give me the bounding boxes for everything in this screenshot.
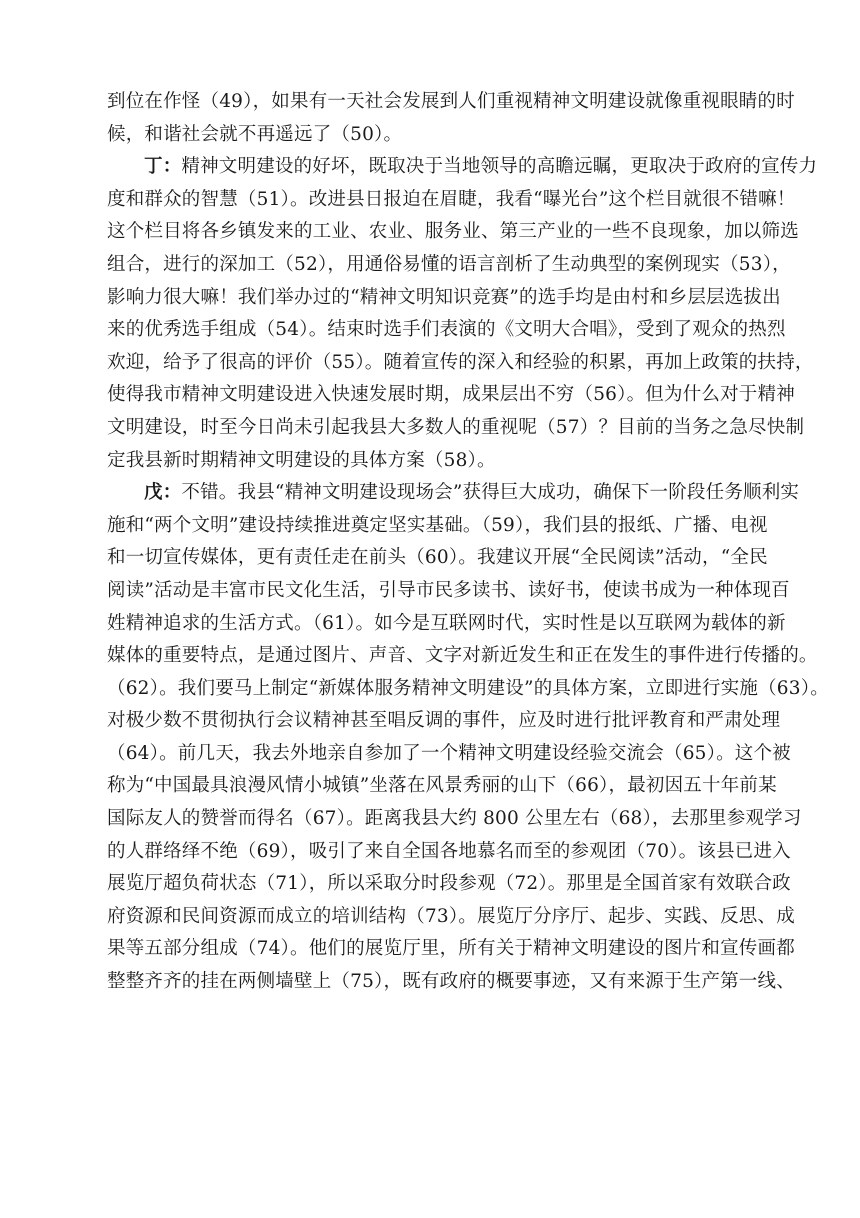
- text-line: [107, 151, 818, 184]
- speaker-label: 丁：: [144, 156, 182, 178]
- text-line: 姓精神追求的生活方式。（61）。如今是互联网时代，实时性是以互联网为载体的新: [107, 612, 786, 634]
- text-span: 不错。我县“精神文明建设现场会”获得巨大成功，确保下一阶段任务顺利实: [181, 482, 800, 504]
- text-line: 欢迎，给予了很高的评价（55）。随着宣传的深入和经验的积累，再加上政策的扶持，: [107, 351, 814, 373]
- text-line: 施和“两个文明”建设持续推进奠定坚实基础。（59），我们县的报纸、广播、电视: [107, 514, 768, 536]
- text-line: 影响力很大嘛！我们举办过的“精神文明知识竞赛”的选手均是由村和乡层层选拔出: [107, 286, 781, 308]
- text-line: 和一切宣传媒体，更有责任走在前头（60）。我建议开展“全民阅读”活动，“全民: [107, 547, 768, 569]
- text-line: 组合，进行的深加工（52），用通俗易懂的语言剖析了生动典型的案例现实（53），: [107, 253, 791, 275]
- text-line: 称为“中国最具浪漫风情小城镇”坐落在风景秀丽的山下（66），最初因五十年前某: [107, 775, 777, 797]
- text-line: 候，和谐社会就不再遥远了（50）。: [107, 123, 403, 145]
- text-line: 展览厅超负荷状态（71），所以采取分时段参观（72）。那里是全国首家有效联合政: [107, 873, 791, 895]
- text-line: 这个栏目将各乡镇发来的工业、农业、服务业、第三产业的一些不良现象，加以筛选: [107, 221, 799, 243]
- text-line: 来的优秀选手组成（54）。结束时选手们表演的《文明大合唱》，受到了观众的热烈: [107, 319, 786, 341]
- paragraph-wu: [107, 477, 829, 999]
- text-line: 到位在作怪（49），如果有一天社会发展到人们重视精神文明建设就像重视眼睛的时: [107, 91, 795, 112]
- text-line: 的人群络绎不绝（69），吸引了来自全国各地慕名而至的参观团（70）。该县已进入: [107, 840, 791, 862]
- text-line: 阅读”活动是丰富市民文化生活，引导市民多读书、读好书，使读书成为一种体现百: [107, 579, 790, 601]
- text-line: 文明建设，时至今日尚未引起我县大多数人的重视呢（57）？目前的当务之急尽快制: [107, 416, 805, 438]
- text-line: [107, 477, 800, 510]
- text-span: 精神文明建设的好坏，既取决于当地领导的高瞻远瞩，更取决于政府的宣传力: [181, 156, 818, 178]
- text-line: 媒体的重要特点，是通过图片、声音、文字对新近发生和正在发生的事件进行传播的。: [107, 645, 818, 667]
- text-line: 府资源和民间资源而成立的培训结构（73）。展览厅分序厅、起步、实践、反思、成: [107, 905, 795, 927]
- document-page: [107, 86, 829, 999]
- speaker-label: 戊：: [144, 482, 182, 504]
- text-line: （62）。我们要马上制定“新媒体服务精神文明建设”的具体方案，立即进行实施（63）。: [107, 677, 829, 699]
- text-line: （64）。前几天，我去外地亲自参加了一个精神文明建设经验交流会（65）。这个被: [107, 742, 791, 764]
- paragraph-continued: [107, 86, 795, 151]
- text-line: 使得我市精神文明建设进入快速发展时期，成果层出不穷（56）。但为什么对于精神: [107, 384, 795, 406]
- text-line: 度和群众的智慧（51）。改进县日报迫在眉睫，我看“曝光台”这个栏目就很不错嘛！: [107, 188, 796, 210]
- text-line: 对极少数不贯彻执行会议精神甚至唱反调的事件，应及时进行批评教育和严肃处理: [107, 710, 781, 732]
- text-line: 果等五部分组成（74）。他们的展览厅里，所有关于精神文明建设的图片和宣传画都: [107, 938, 795, 960]
- paragraph-ding: [107, 151, 818, 477]
- text-line: 定我县新时期精神文明建设的具体方案（58）。: [107, 449, 496, 471]
- text-line: 国际友人的赞誉而得名（67）。距离我县大约 800 公里左右（68），去那里参观学习: [107, 808, 802, 830]
- text-line: 整整齐齐的挂在两侧墙壁上（75），既有政府的概要事迹，又有来源于生产第一线、: [107, 971, 795, 993]
